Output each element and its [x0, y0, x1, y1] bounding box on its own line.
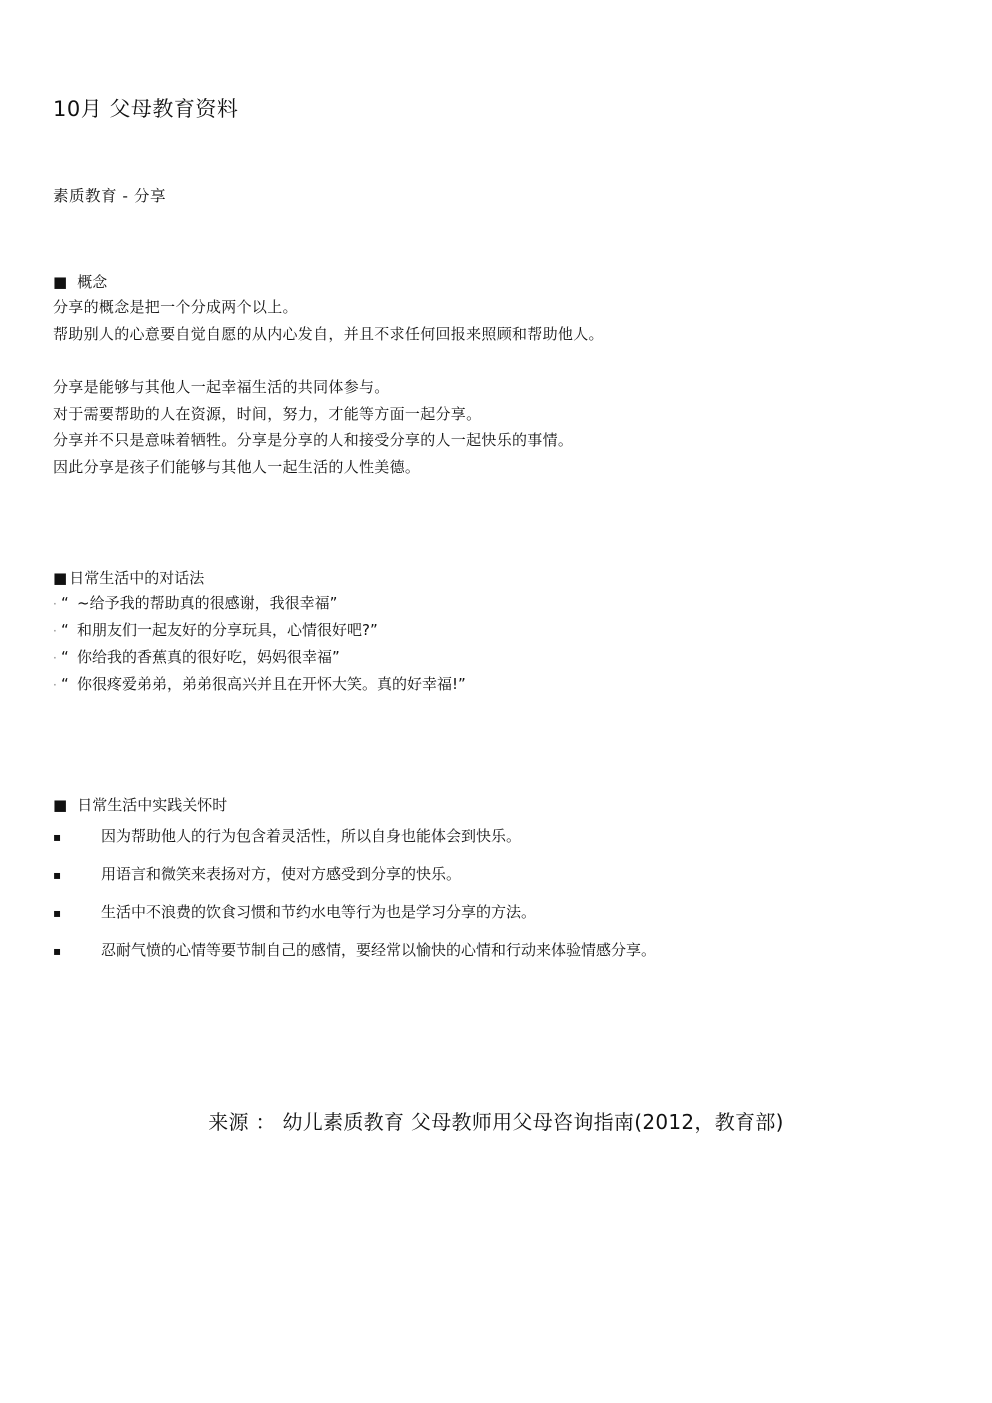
dialogue-text: 和朋友们一起友好的分享玩具，心情很好吧?”: [77, 621, 378, 639]
dialogue-item: [53, 644, 466, 671]
square-bullet-icon: ■: [53, 273, 68, 291]
practice-item: [53, 855, 656, 893]
concept-heading-text: 概念: [77, 273, 108, 291]
square-bullet-icon: ▪: [53, 944, 62, 958]
square-bullet-icon: ▪: [53, 906, 62, 920]
practice-item: [53, 931, 656, 969]
practice-text: 用语言和微笑来表扬对方，使对方感受到分享的快乐。: [101, 865, 462, 883]
open-quote: “: [61, 675, 69, 693]
open-quote: “: [61, 648, 69, 666]
practice-heading: [53, 793, 656, 817]
page-subtitle: 素质教育 - 分享: [53, 187, 166, 205]
practice-item: [53, 893, 656, 931]
dot-bullet-icon: ·: [53, 678, 57, 692]
concept-line: 分享并不只是意味着牺牲。分享是分享的人和接受分享的人一起快乐的事情。: [53, 431, 574, 449]
concept-line: 对于需要帮助的人在资源，时间，努力，才能等方面一起分享。: [53, 404, 482, 423]
dialogue-heading-text: 日常生活中的对话法: [69, 569, 205, 587]
practice-heading-text: 日常生活中实践关怀时: [77, 796, 228, 814]
practice-item: [53, 817, 656, 855]
practice-text: 生活中不浪费的饮食习惯和节约水电等行为也是学习分享的方法。: [101, 903, 537, 921]
dialogue-text: 你给我的香蕉真的很好吃，妈妈很幸福”: [77, 648, 340, 666]
concept-heading: [53, 270, 604, 294]
open-quote: “: [61, 621, 69, 639]
dialogue-item: [53, 590, 466, 617]
concept-line: 分享是能够与其他人一起幸福生活的共同体参与。: [53, 378, 390, 396]
source-citation: 来源 ： 幼儿素质教育 父母教师用父母咨询指南(2012，教育部): [208, 1110, 784, 1134]
dialogue-text: ~给予我的帮助真的很感谢，我很幸福”: [77, 594, 338, 612]
square-bullet-icon: ■: [53, 569, 68, 587]
dialogue-heading: [53, 566, 466, 590]
dialogue-item: [53, 617, 466, 644]
practice-section: [53, 793, 656, 969]
practice-text: 因为帮助他人的行为包含着灵活性，所以自身也能体会到快乐。: [101, 827, 522, 845]
concept-section: [53, 270, 604, 480]
dialogue-text: 你很疼爱弟弟，弟弟很高兴并且在开怀大笑。真的好幸福!”: [77, 675, 466, 693]
dialogue-section: [53, 566, 466, 698]
concept-line: 帮助别人的心意要自觉自愿的从内心发自，并且不求任何回报来照顾和帮助他人。: [53, 324, 604, 343]
page-title: 10月 父母教育资料: [53, 97, 239, 121]
dialogue-item: [53, 671, 466, 698]
square-bullet-icon: ▪: [53, 830, 62, 844]
practice-text: 忍耐气愤的心情等要节制自己的感情，要经常以愉快的心情和行动来体验情感分享。: [101, 941, 657, 959]
concept-line: 因此分享是孩子们能够与其他人一起生活的人性美德。: [53, 457, 421, 476]
square-bullet-icon: ■: [53, 796, 68, 814]
concept-line: 分享的概念是把一个分成两个以上。: [53, 298, 298, 316]
dot-bullet-icon: ·: [53, 597, 57, 611]
dot-bullet-icon: ·: [53, 651, 57, 665]
square-bullet-icon: ▪: [53, 868, 62, 882]
dot-bullet-icon: ·: [53, 624, 57, 638]
open-quote: “: [61, 594, 69, 612]
